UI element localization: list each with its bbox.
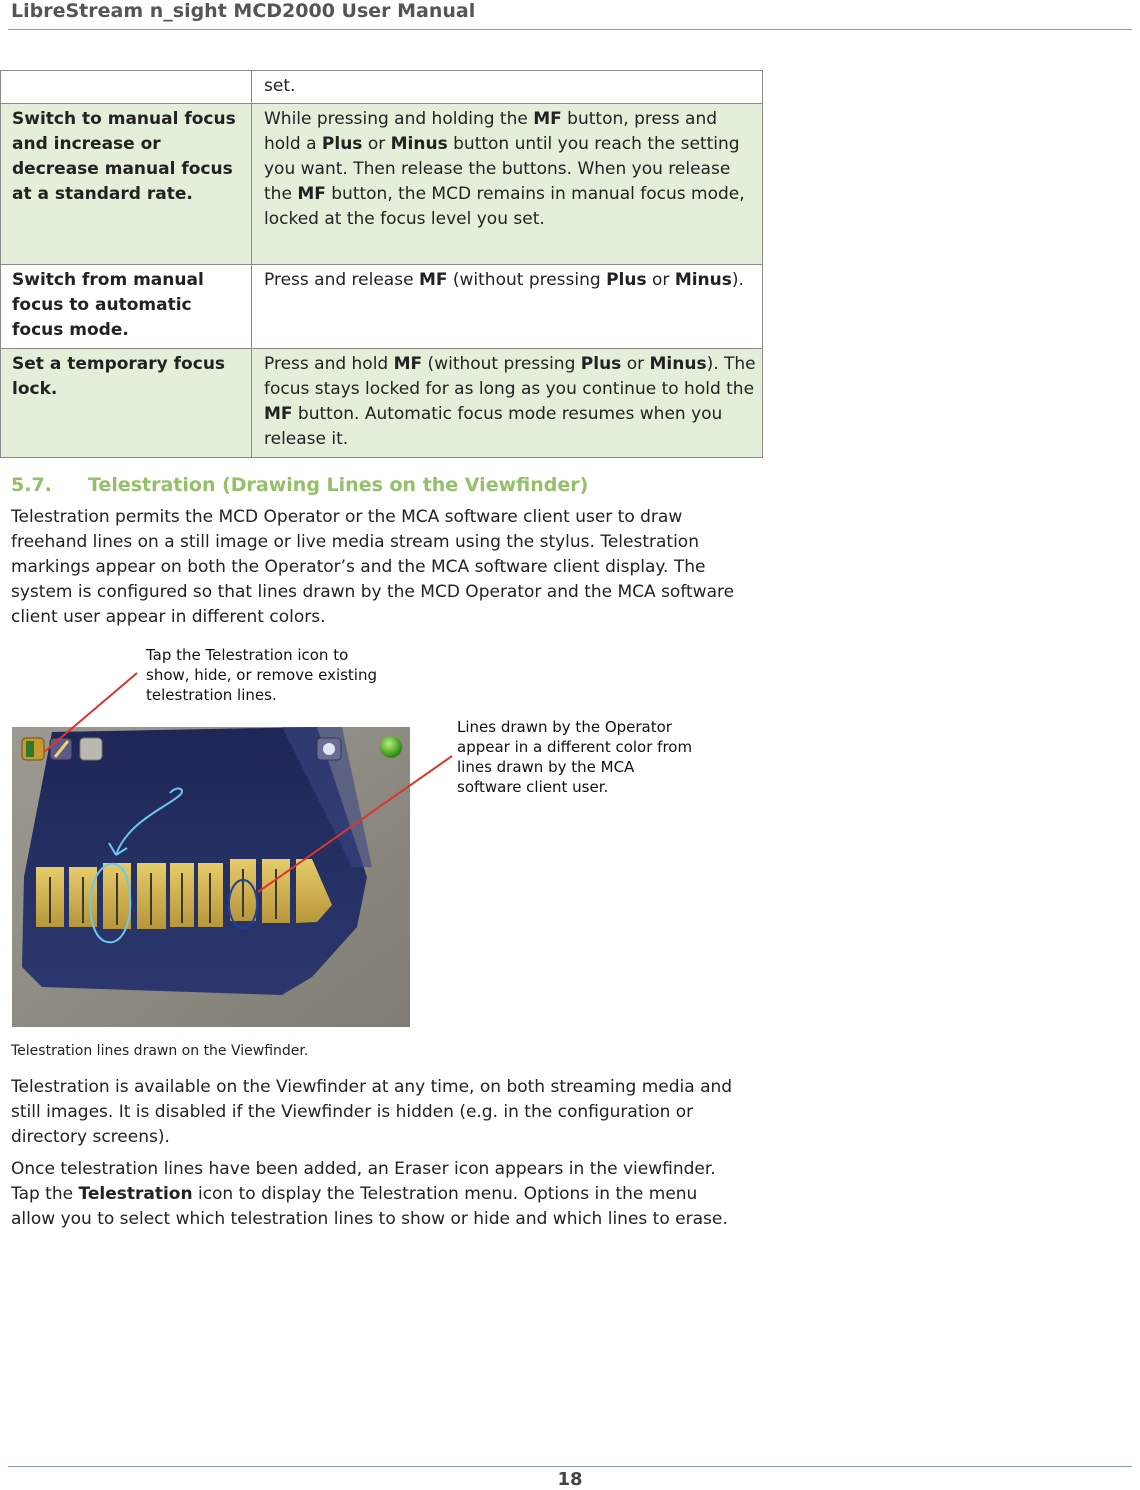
bold-term: MF: [297, 184, 326, 204]
callout-line-colors: Lines drawn by the Operator appear in a different color from lines drawn by the MCA software client user.: [457, 718, 693, 796]
table-cell-action: Switch from manual focus to automatic focus mode.: [1, 265, 252, 349]
table-cell-action: Switch to manual focus and increase or decrease manual focus at a standard rate.: [1, 104, 252, 265]
availability-paragraph: Telestration is available on the Viewfinder at any time, on both streaming media and still images. It is disabled if the Viewfinder is hidden (e.g. in the configuration or directory screens).: [11, 1077, 733, 1147]
text-run: While pressing and holding the: [264, 109, 534, 129]
bold-term: MF: [418, 270, 448, 290]
text-run: ). The focus stays locked for as long as you continue to hold the: [264, 354, 756, 399]
eraser-icon[interactable]: [80, 738, 102, 760]
text-run: Once telestration lines have been added, an Eraser icon appears in the viewfinder. Tap the: [11, 1159, 716, 1204]
manual-title: LibreStream n_sight MCD2000 User Manual: [11, 0, 476, 22]
text-run: button until you reach the setting you want. Then release the buttons. When you release the: [264, 134, 740, 204]
section-title: Telestration (Drawing Lines on the Viewfinder): [88, 474, 589, 496]
table-cell-description: [252, 265, 763, 349]
text-run: (without pressing: [447, 270, 607, 290]
text-run: button, press and hold a: [264, 109, 718, 154]
bold-term: Minus: [674, 270, 732, 290]
figure-caption: Telestration lines drawn on the Viewfinder.: [11, 1043, 309, 1059]
table-cell-empty: [1, 71, 252, 104]
table-cell-action: Set a temporary focus lock.: [1, 349, 252, 458]
table-row: [1, 349, 763, 458]
bold-term: MF: [533, 109, 562, 129]
bold-term: Minus: [649, 354, 707, 374]
text-run: or: [646, 270, 675, 290]
table-cell-description: [252, 349, 763, 458]
bold-term: Minus: [390, 134, 448, 154]
text-run: button, the MCD remains in manual focus mode, locked at the focus level you set.: [264, 184, 745, 229]
bold-term: Plus: [321, 134, 363, 154]
bold-term: Telestration: [78, 1184, 193, 1204]
table-row: [1, 265, 763, 349]
callout-telestration-icon: Tap the Telestration icon to show, hide, or remove existing telestration lines.: [146, 646, 378, 704]
text-run: button. Automatic focus mode resumes when you release it.: [264, 404, 723, 449]
bold-term: Plus: [580, 354, 622, 374]
section-heading: [11, 474, 588, 496]
text-run: icon to display the Telestration menu. Options in the menu allow you to select which telestration lines to show or hide and which lines to erase.: [11, 1184, 728, 1229]
table-cell-description: [252, 104, 763, 265]
table-cell-continuation: set.: [252, 71, 763, 104]
text-run: or: [621, 354, 650, 374]
text-run: or: [362, 134, 391, 154]
table-row: [1, 104, 763, 265]
viewfinder-photo: [12, 727, 410, 1027]
text-run: ).: [731, 270, 744, 290]
section-number: 5.7.: [11, 474, 52, 496]
text-run: Press and hold: [264, 354, 394, 374]
card-contacts: [36, 859, 332, 929]
eraser-paragraph: [11, 1157, 741, 1232]
bold-term: Plus: [606, 270, 647, 290]
bold-term: MF: [393, 354, 423, 374]
bold-term: MF: [264, 404, 293, 424]
status-light-icon: [380, 736, 402, 758]
header-divider: [8, 29, 1132, 30]
page-number: 18: [557, 1469, 583, 1490]
text-run: (without pressing: [422, 354, 581, 374]
text-run: Press and release: [264, 270, 419, 290]
focus-controls-table: [0, 70, 763, 458]
intro-paragraph: Telestration permits the MCD Operator or the MCA software client user to draw freehand lines on a still image or live media stream using the stylus. Telestration markings appear on both the Operator’s and the MCA software client display. The system is configured so that lines drawn by the MCD Operator and the MCA software client user appear in different colors.: [11, 507, 735, 627]
footer-divider: [8, 1466, 1132, 1467]
table-row-continuation: [1, 71, 763, 104]
